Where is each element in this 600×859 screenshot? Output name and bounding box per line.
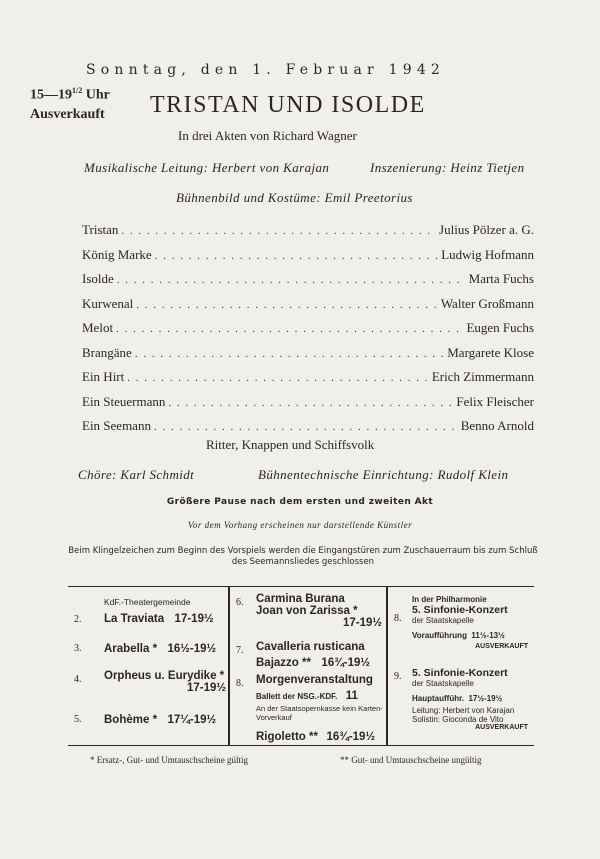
event-name: Morgenveranstaltung: [256, 674, 373, 686]
cast-row: [82, 222, 534, 247]
actor-name: Julius Pölzer a. G.: [439, 222, 534, 237]
event-name-second: Joan von Zarissa *: [256, 605, 358, 617]
event-name: La Traviata: [104, 613, 165, 625]
event-name: Orpheus u. Eurydike *: [104, 670, 225, 682]
event-entry: [256, 674, 384, 722]
role-name: Ein Seemann: [82, 418, 151, 433]
column-divider: [228, 587, 230, 745]
sold-out-status: Ausverkauft: [30, 107, 105, 122]
event-entry: [412, 595, 534, 650]
event-number: 7.: [236, 645, 244, 656]
leader-dots: [127, 372, 429, 384]
event-number: 4.: [74, 674, 82, 685]
role-name: Kurwenal: [82, 295, 134, 311]
actor-name: Felix Fleischer: [456, 393, 534, 409]
footnote-single: * Ersatz-, Gut- und Umtauschscheine gültig: [90, 755, 248, 765]
leader-dots: [117, 274, 466, 286]
event-time: 11½-13½: [471, 631, 505, 640]
event-entry: [256, 593, 382, 629]
event-subtitle: der Staatskapelle: [412, 679, 474, 688]
role-name: Isolde: [82, 271, 114, 286]
event-name: Rigoletto **: [256, 731, 318, 743]
event-name: Bohème *: [104, 714, 158, 726]
chorus-people: Ritter, Knappen und Schiffsvolk: [206, 437, 375, 452]
event-number: 9.: [394, 671, 402, 682]
actor-name: Eugen Fuchs: [466, 320, 534, 335]
event-subtitle: Ballett der NSG.-KDF.: [256, 692, 338, 701]
leader-dots: [121, 225, 436, 237]
cast-row: [82, 296, 534, 321]
leader-dots: [135, 348, 444, 360]
design-credit: Bühnenbild und Kostüme: Emil Preetorius: [176, 190, 413, 205]
conductor: Leitung: Herbert von Karajan: [412, 706, 515, 715]
actor-name: Ludwig Hofmann: [441, 246, 534, 262]
role-name: Ein Steuermann: [82, 393, 166, 409]
event-time: 17½-19½: [468, 694, 503, 703]
leader-dots: [136, 299, 438, 311]
actor-name: Walter Großmann: [440, 295, 534, 311]
schedule-table: [68, 586, 534, 746]
event-time: 16¾-19½: [321, 657, 371, 669]
event-number: 6.: [236, 597, 244, 608]
event-entry: [104, 609, 214, 627]
event-number: 5.: [74, 714, 82, 725]
event-subtitle: der Staatskapelle: [412, 616, 474, 625]
performance-type: Voraufführung: [412, 631, 467, 640]
event-time: 17-19½: [342, 617, 382, 629]
event-number: 8.: [236, 678, 244, 689]
event-number: 8.: [394, 613, 402, 624]
performance-type: Hauptaufführ.: [412, 694, 464, 703]
event-entry: [104, 670, 228, 694]
performance-time: [30, 86, 110, 104]
event-time: 17-19½: [174, 613, 214, 625]
sold-out-badge: AUSVERKAUFT: [475, 724, 528, 731]
sold-out-badge: AUSVERKAUFT: [475, 643, 528, 650]
event-name-second: Bajazzo **: [256, 657, 311, 669]
music-direction: Musikalische Leitung: Herbert von Karajan: [84, 160, 330, 175]
role-name: Brangäne: [82, 344, 132, 360]
cast-row: [82, 394, 534, 419]
cast-row: [82, 345, 534, 370]
event-name: 5. Sinfonie-Konzert: [412, 667, 508, 679]
time-range: 15—19: [30, 87, 72, 103]
time-fraction: 1/2: [72, 86, 83, 95]
curtain-note: Vor dem Vorhang erscheinen nur darstellende Künstler: [187, 520, 413, 530]
opera-title: TRISTAN UND ISOLDE: [150, 92, 426, 118]
opera-subtitle: In drei Akten von Richard Wagner: [178, 128, 357, 143]
event-entry: [104, 710, 216, 728]
leader-dots: [154, 421, 458, 433]
event-entry: [256, 727, 375, 745]
leader-dots: [155, 250, 439, 262]
event-time: 17¼-19½: [167, 714, 217, 726]
actor-name: Marta Fuchs: [468, 271, 534, 286]
soloist: Solistin: Gioconda de Vito: [412, 715, 504, 724]
event-entry: [104, 639, 216, 657]
cast-row: [82, 369, 534, 394]
cast-row: [82, 320, 534, 345]
event-number: 2.: [74, 614, 82, 625]
performance-date: Sonntag, den 1. Februar 1942: [86, 62, 446, 78]
event-name: Carmina Burana: [256, 593, 345, 605]
leader-dots: [168, 397, 453, 409]
role-name: Tristan: [82, 222, 119, 237]
event-name: Cavalleria rusticana: [256, 641, 365, 653]
event-time: 16¾-19½: [326, 731, 376, 743]
column-divider: [386, 587, 388, 745]
actor-name: Margarete Klose: [447, 344, 534, 360]
event-number: 3.: [74, 643, 82, 654]
event-name: 5. Sinfonie-Konzert: [412, 604, 508, 616]
event-note: An der Staatsopernkasse kein Karten-Vorverkauf: [256, 704, 383, 722]
event-entry: [412, 667, 534, 731]
role-name: Ein Hirt: [82, 369, 125, 384]
bell-note: Beim Klingelzeichen zum Beginn des Vorspiels werden die Eingangstüren zum Zuschauerraum bis zum Schluß des Seemannsliedes geschlossen: [68, 546, 538, 567]
time-unit: Uhr: [85, 87, 110, 103]
event-entry: [256, 641, 370, 671]
cast-row: [82, 247, 534, 272]
event-time: 16½-19½: [167, 643, 217, 655]
event-name: Arabella *: [104, 643, 158, 655]
column-header: KdF.-Theatergemeinde: [104, 597, 191, 607]
event-time: 11: [345, 690, 358, 702]
footnote-double: ** Gut- und Umtauschscheine ungültig: [340, 755, 482, 765]
staging-credit: Inszenierung: Heinz Tietjen: [370, 160, 525, 175]
role-name: König Marke: [82, 246, 152, 262]
actor-name: Benno Arnold: [460, 418, 534, 433]
technical-credit: Bühnentechnische Einrichtung: Rudolf Klein: [258, 467, 509, 482]
venue-header: In der Philharmonie: [412, 595, 487, 604]
chorus-credit: Chöre: Karl Schmidt: [78, 467, 195, 482]
event-time: 17-19½: [186, 682, 226, 694]
cast-list: [82, 222, 534, 443]
role-name: Melot: [82, 320, 114, 335]
leader-dots: [116, 323, 463, 335]
actor-name: Erich Zimmermann: [431, 369, 534, 384]
pause-note: Größere Pause nach dem ersten und zweiten Akt: [166, 497, 434, 507]
cast-row: [82, 271, 534, 296]
